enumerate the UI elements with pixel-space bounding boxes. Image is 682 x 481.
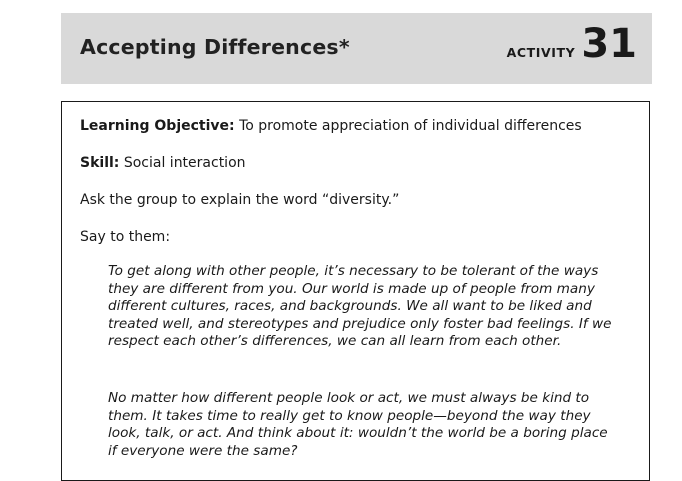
skill-label: Skill: xyxy=(80,155,120,171)
activity-badge xyxy=(507,21,637,67)
skill-text: Social interaction xyxy=(119,155,246,171)
learning-objective-label: Learning Objective: xyxy=(80,118,235,134)
learning-objective-text: To promote appreciation of individual differences xyxy=(234,118,582,134)
quote-paragraph: To get along with other people, it’s necessary to be tolerant of the ways they are different from you. Our world is made up of people from many different cultures, races, and backgrounds. We all want to be liked and treated well, and stereotypes and prejudice only foster bad feelings. If we respect each other’s differences, we can all learn from each other. xyxy=(108,263,612,350)
header-band xyxy=(61,13,652,84)
activity-label: ACTIVITY xyxy=(506,45,576,60)
page-title: Accepting Differences* xyxy=(80,35,350,59)
instruction-text: Ask the group to explain the word “diversity.” xyxy=(80,192,400,208)
quote-paragraph: No matter how different people look or act, we must always be kind to them. It takes time to really get to know people—beyond the way they look, talk, or act. And think about it: wouldn’t the world be a boring place if everyone were the same? xyxy=(108,390,608,459)
content-box xyxy=(61,101,650,481)
activity-number: 31 xyxy=(581,21,637,67)
say-to-them-text: Say to them: xyxy=(80,229,171,245)
learning-objective xyxy=(80,118,582,134)
skill xyxy=(80,155,246,171)
